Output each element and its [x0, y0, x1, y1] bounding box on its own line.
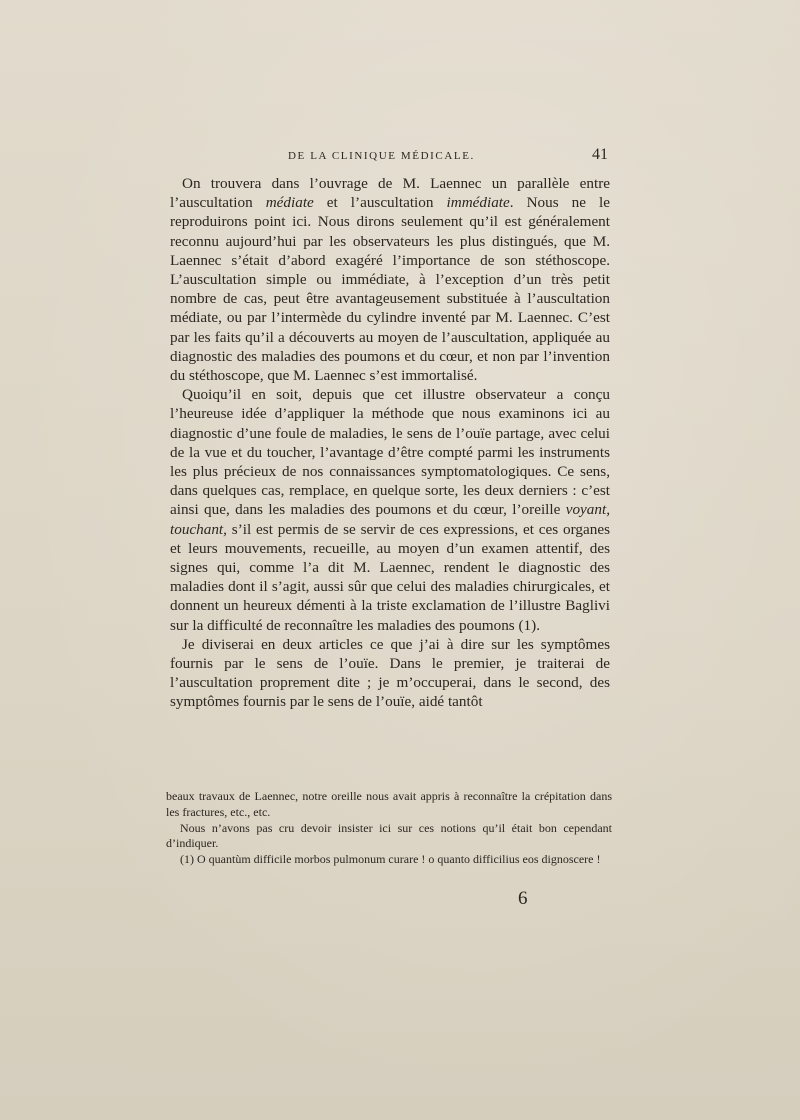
- paragraph-1-italic-immediate: immédiate: [446, 194, 510, 212]
- page-header: [288, 146, 608, 168]
- paragraph-1-italic-mediate: médiate: [265, 194, 314, 212]
- footnote-continuation: beaux travaux de Laennec, notre oreille nous avait appris à reconnaître la crépitation dans les fractures, etc., etc.: [166, 789, 612, 819]
- footnotes: [166, 789, 612, 868]
- footnote-1: (1) O quantùm difficile morbos pulmonum curare ! o quanto difficilius eos dignoscere !: [180, 852, 601, 867]
- paragraph-1-part-c: et l’auscultation: [313, 194, 447, 212]
- paragraph-1: [170, 174, 610, 385]
- paragraph-2-italic: voyant, touchant,: [170, 501, 610, 538]
- paragraph-2-part-a: Quoiqu’il en soit, depuis que cet illustre observateur a conçu l’heureuse idée d’appliquer la méthode que nous examinons ici au diagnostic d’une foule de maladies, le sens de l’ouïe partage, avec celui de la vue et du toucher, l’avantage d’être compté parmi les instruments les plus précieux de nos connaissances symptomatologiques. Ce sens, dans quelques cas, remplace, en quelque sorte, les deux derniers : c’est ainsi que, dans les maladies des poumons et du cœur, l’oreille: [170, 386, 610, 519]
- paragraph-2-part-c: s’il est permis de se servir de ces expressions, et ces organes et leurs mouvements, recueille, au moyen d’un examen attentif, des signes qui, comme l’a dit M. Laennec, rendent le diagnostic des maladies dont il s’agit, aussi sûr que celui des maladies chirurgicales, et donnent un heureux démenti à la triste exclamation de l’illustre Baglivi sur la difficulté de reconnaître les maladies des poumons (1).: [170, 520, 610, 634]
- paragraph-3: Je diviserai en deux articles ce que j’ai à dire sur les symptômes fournis par le sens de l’ouïe. Dans le premier, je traiterai de l’auscultation proprement dite ; je m’occuperai, dans le second, des symptômes fournis par le sens de l’ouïe, aidé tantôt: [170, 635, 610, 711]
- footnote-note: Nous n’avons pas cru devoir insister ici sur ces notions qu’il était bon cependant d’indiquer.: [166, 820, 612, 851]
- printer-signature-mark: 6: [518, 888, 528, 909]
- paragraph-2: [170, 385, 610, 635]
- running-head: DE LA CLINIQUE MÉDICALE.: [288, 150, 475, 162]
- paragraph-1-part-a: On trouvera dans l’ouvrage de M. Laennec un parallèle entre l’auscultation: [170, 175, 610, 212]
- paragraph-1-part-e: . Nous ne le reproduirons point ici. Nous dirons seulement qu’il est généralement reconnu aujourd’hui par les observateurs les plus distingués, que M. Laennec s’était d’abord exagéré l’importance de son stéthoscope. L’auscultation simple ou immédiate, à l’exception d’un très petit nombre de cas, peut être avantageusement substituée à l’auscultation médiate, ou par l’intermède du cylindre inventé par M. Laennec. C’est par les faits qu’il a découverts au moyen de l’auscultation, appliquée au diagnostic des maladies des poumons et du cœur, et non par l’invention du stéthoscope, que M. Laennec s’est immortalisé.: [170, 194, 611, 385]
- page-number: 41: [592, 146, 608, 163]
- main-text: [170, 174, 610, 712]
